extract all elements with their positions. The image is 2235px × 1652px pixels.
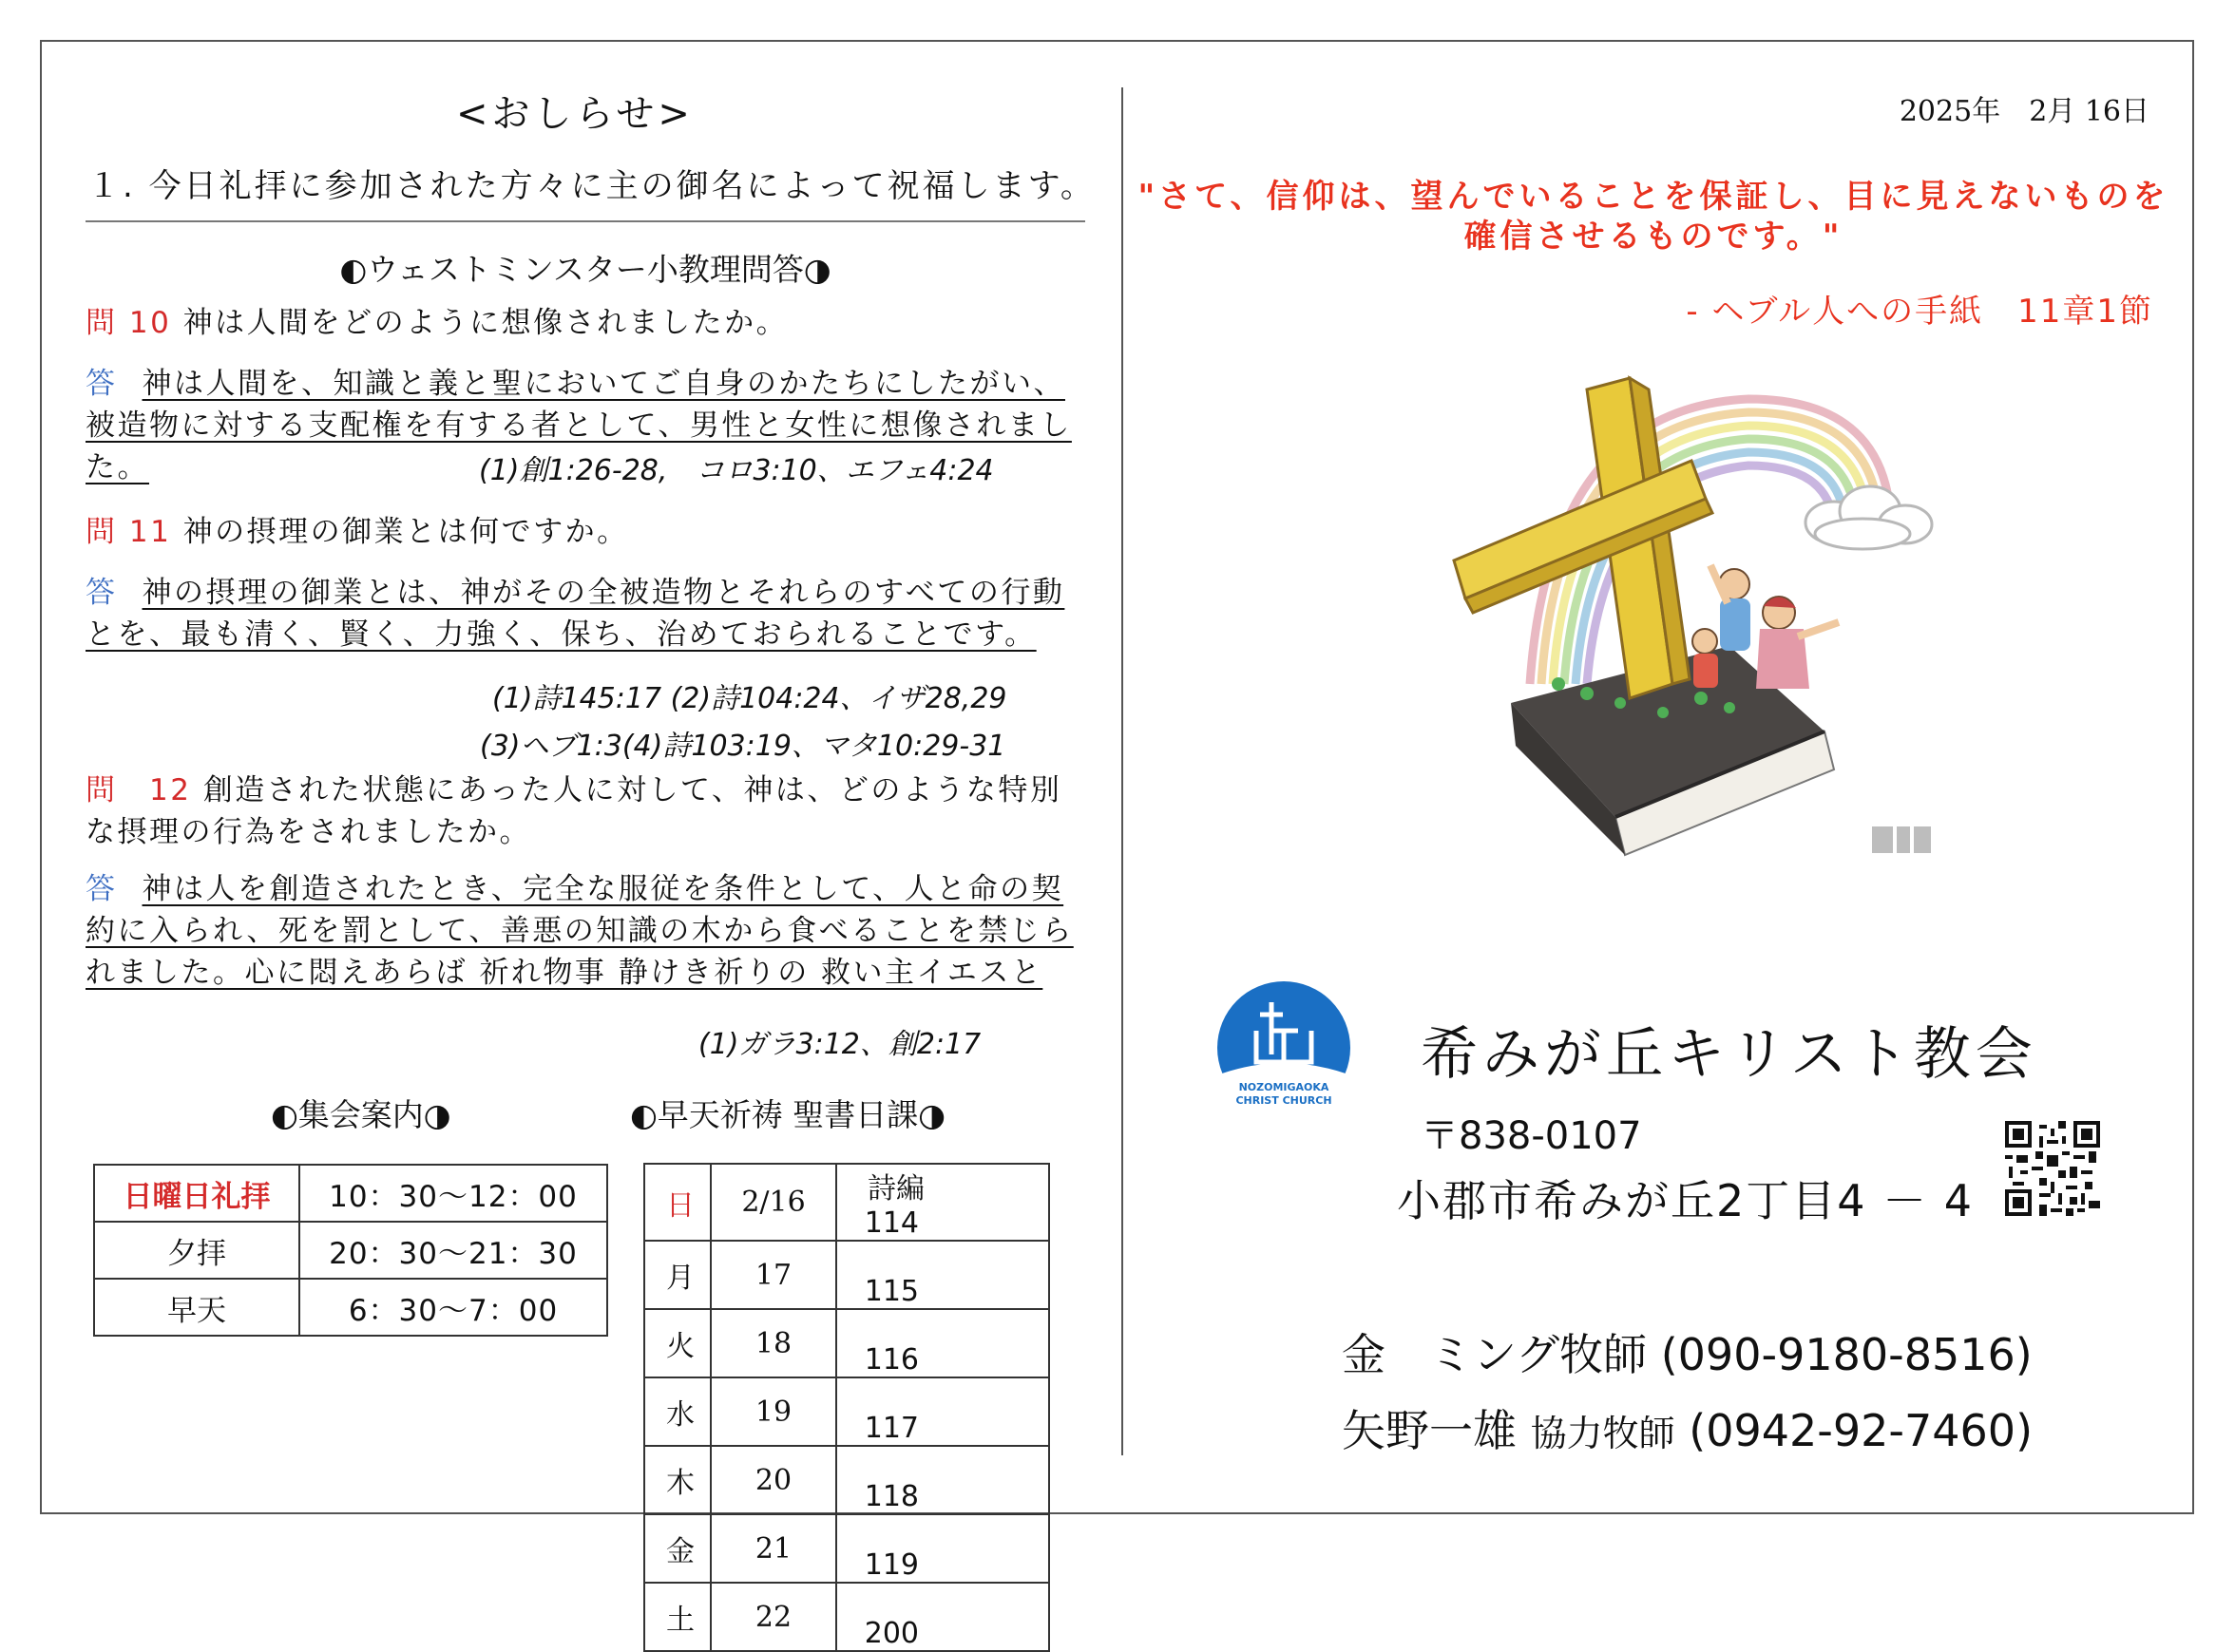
reading-day: 日 xyxy=(644,1164,711,1241)
family-illustration xyxy=(1692,565,1839,689)
postal-code: 〒838-0107 xyxy=(1421,1114,1642,1158)
answer-reference: (1)詩145:17 (2)詩104:24、イザ28,29 xyxy=(492,682,1007,715)
answer-12 xyxy=(86,868,1085,994)
pastor-2 xyxy=(1342,1396,2033,1459)
table-row xyxy=(94,1222,607,1279)
question-text: 神の摂理の御業とは何ですか。 xyxy=(182,515,629,549)
answer-reference: (3)ヘブ1:3(4)詩103:19、マタ10:29-31 xyxy=(480,730,1006,763)
table-row xyxy=(644,1377,1049,1446)
church-name: 希みが丘キリスト教会 xyxy=(1421,1021,2037,1088)
reading-chapter: 116 xyxy=(864,1343,919,1377)
answer-reference: (1)ガラ3:12、創2:17 xyxy=(698,1028,982,1061)
question-text: 創造された状態にあった人に対して、神は、どのような特別な摂理の行為をされましたか。 xyxy=(86,773,1062,849)
reading-day: 木 xyxy=(644,1446,711,1514)
notice-divider xyxy=(86,220,1085,222)
reading-date: 19 xyxy=(711,1377,836,1446)
pastor-phone: (090-9180-8516) xyxy=(1660,1329,2033,1380)
table-row xyxy=(94,1165,607,1222)
reading-book: 詩編 xyxy=(868,1172,925,1206)
verse-reference: - ヘブル人への手紙 11章1節 xyxy=(1686,293,2153,331)
table-row xyxy=(644,1583,1049,1651)
answer-key: 答 xyxy=(86,872,118,906)
catechism-title: ◐ウェストミンスター小教理問答◑ xyxy=(339,251,831,288)
cross-bible-illustration xyxy=(1444,370,1958,874)
reading-date: 21 xyxy=(711,1514,836,1583)
notice-title: <おしらせ> xyxy=(456,92,694,136)
meetings-title: ◐集会案内◑ xyxy=(271,1096,451,1133)
question-number: 問 10 xyxy=(86,306,172,340)
bulletin-date: 2025年 2月 16日 xyxy=(1899,95,2149,128)
reading-day: 土 xyxy=(644,1583,711,1651)
daily-reading-title: ◐早天祈祷 聖書日課◑ xyxy=(630,1096,946,1133)
scripture-verse xyxy=(1131,177,2176,256)
question-11 xyxy=(86,511,1085,553)
column-divider xyxy=(1121,87,1123,1455)
reading-chapter: 115 xyxy=(864,1275,919,1308)
table-row xyxy=(644,1164,1049,1241)
meeting-name: 夕拝 xyxy=(94,1222,299,1279)
meeting-time: 10：30〜12：00 xyxy=(299,1165,607,1222)
meeting-time: 6：30〜7：00 xyxy=(299,1279,607,1336)
logo-line: CHRIST CHURCH xyxy=(1235,1094,1332,1107)
answer-text: 神は人を創造されたとき、完全な服従を条件として、人と命の契約に入られ、死を罰として、善悪の知識の木から食べることを禁じられました。心に悶えあらば 祈れ物事 静けき祈りの 救い主イエスと xyxy=(86,872,1074,990)
pastor-phone: (0942-92-7460) xyxy=(1689,1405,2034,1456)
reading-day: 月 xyxy=(644,1241,711,1309)
pastor-1 xyxy=(1342,1320,2033,1383)
pastor-role: 協力牧師 xyxy=(1530,1413,1675,1454)
answer-key: 答 xyxy=(86,367,118,401)
verse-line: 確信させるものです。" xyxy=(1463,218,1843,256)
reading-chapter: 200 xyxy=(864,1617,919,1650)
reading-date: 2/16 xyxy=(711,1164,836,1241)
pastor-name: 矢野一雄 xyxy=(1342,1405,1517,1456)
table-row xyxy=(644,1446,1049,1514)
question-10 xyxy=(86,302,1085,344)
table-row xyxy=(644,1309,1049,1377)
answer-text: 神の摂理の御業とは、神がその全被造物とそれらのすべての行動とを、最も清く、賢く、力強く、保ち、治めておられることです。 xyxy=(86,576,1065,652)
reading-chapter: 119 xyxy=(864,1548,919,1582)
pastor-name: 金 ミング牧師 xyxy=(1342,1329,1648,1380)
logo-line: NOZOMIGAOKA xyxy=(1238,1081,1329,1093)
artist-signature-mark xyxy=(1872,826,1931,853)
answer-text: 神は人間を、知識と義と聖においてご自身のかたちにしたがい、被造物に対する支配権を有する者として、男性と女性に想像されました。 xyxy=(86,367,1072,484)
meeting-name: 早天 xyxy=(94,1279,299,1336)
reading-date: 18 xyxy=(711,1309,836,1377)
table-row xyxy=(94,1279,607,1336)
reading-date: 22 xyxy=(711,1583,836,1651)
answer-key: 答 xyxy=(86,576,118,610)
church-logo-text xyxy=(1232,1081,1336,1108)
reading-day: 水 xyxy=(644,1377,711,1446)
meeting-time: 20：30〜21：30 xyxy=(299,1222,607,1279)
verse-line: "さて、信仰は、望んでいることを保証し、目に見えないものを xyxy=(1137,178,2169,216)
daily-reading-table xyxy=(643,1163,1050,1652)
table-row xyxy=(644,1514,1049,1583)
reading-date: 20 xyxy=(711,1446,836,1514)
reading-chapter: 118 xyxy=(864,1480,919,1513)
question-text: 神は人間をどのように想像されましたか。 xyxy=(182,306,789,340)
reading-chapter: 114 xyxy=(864,1206,919,1240)
answer-11 xyxy=(86,572,1085,655)
table-row xyxy=(644,1241,1049,1309)
reading-day: 火 xyxy=(644,1309,711,1377)
qr-code-icon xyxy=(2005,1121,2100,1216)
answer-reference: (1)創1:26-28, コロ3:10、エフェ4:24 xyxy=(479,454,994,487)
meetings-table xyxy=(93,1164,608,1337)
question-12 xyxy=(86,769,1085,853)
meeting-name: 日曜日礼拝 xyxy=(94,1165,299,1222)
notice-item-1: １. 今日礼拝に参加された方々に主の御名によって祝福します。 xyxy=(87,167,1096,205)
reading-chapter: 117 xyxy=(864,1412,919,1445)
church-address: 小郡市希みが丘2丁目4 － 4 xyxy=(1397,1175,1975,1226)
reading-date: 17 xyxy=(711,1241,836,1309)
question-number: 問 11 xyxy=(86,515,172,549)
question-number: 問 12 xyxy=(86,773,192,807)
reading-day: 金 xyxy=(644,1514,711,1583)
